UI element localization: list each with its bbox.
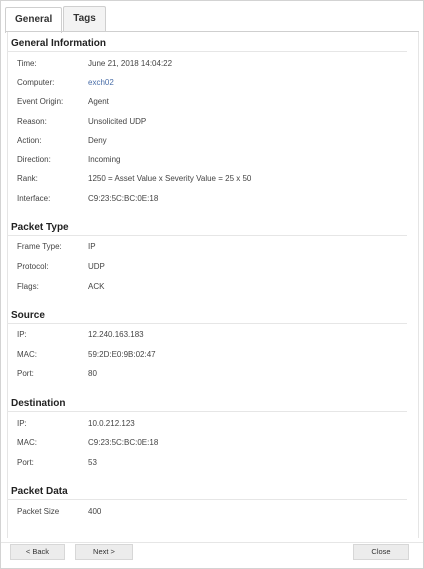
section-title-general-information: General Information: [11, 38, 107, 49]
section-title-packet-data: Packet Data: [11, 486, 68, 497]
time-value: June 21, 2018 14:04:22: [88, 59, 173, 68]
source-port-label: Port:: [17, 369, 34, 378]
source-mac-value: 59:2D:E0:9B:02:47: [88, 350, 156, 359]
destination-port-label: Port:: [17, 458, 34, 467]
section-divider: [7, 235, 407, 236]
destination-port-value: 53: [88, 458, 97, 467]
interface-value: C9:23:5C:BC:0E:18: [88, 194, 159, 203]
event-origin-value: Agent: [88, 97, 109, 106]
section-title-source: Source: [11, 310, 45, 321]
tab-bar: [5, 6, 107, 31]
computer-label: Computer:: [17, 78, 55, 87]
rank-value: 1250 = Asset Value x Severity Value = 25 x 50: [88, 174, 252, 183]
packet-size-value: 400: [88, 507, 102, 516]
source-mac-label: MAC:: [17, 350, 37, 359]
footer-divider: [1, 542, 423, 543]
direction-label: Direction:: [17, 155, 51, 164]
frame-type-value: IP: [88, 242, 96, 251]
section-divider: [7, 51, 407, 52]
next-button[interactable]: Next >: [75, 544, 133, 560]
source-ip-value: 12.240.163.183: [88, 330, 144, 339]
rank-label: Rank:: [17, 174, 38, 183]
reason-value: Unsolicited UDP: [88, 117, 147, 126]
packet-size-label: Packet Size: [17, 507, 60, 516]
section-divider: [7, 411, 407, 412]
close-button[interactable]: Close: [353, 544, 409, 560]
action-value: Deny: [88, 136, 107, 145]
reason-label: Reason:: [17, 117, 47, 126]
time-label: Time:: [17, 59, 37, 68]
protocol-value: UDP: [88, 262, 105, 271]
tab-tags[interactable]: Tags: [63, 6, 106, 31]
back-button[interactable]: < Back: [10, 544, 65, 560]
destination-mac-value: C9:23:5C:BC:0E:18: [88, 438, 159, 447]
flags-label: Flags:: [17, 282, 39, 291]
protocol-label: Protocol:: [17, 262, 49, 271]
source-ip-label: IP:: [17, 330, 27, 339]
section-title-destination: Destination: [11, 398, 66, 409]
destination-mac-label: MAC:: [17, 438, 37, 447]
tab-general[interactable]: General: [5, 7, 62, 33]
flags-value: ACK: [88, 282, 105, 291]
section-divider: [7, 323, 407, 324]
interface-label: Interface:: [17, 194, 51, 203]
section-divider: [7, 499, 407, 500]
section-title-packet-type: Packet Type: [11, 222, 69, 233]
frame-type-label: Frame Type:: [17, 242, 62, 251]
computer-link[interactable]: exch02: [88, 78, 114, 87]
event-origin-label: Event Origin:: [17, 97, 64, 106]
general-panel: [7, 32, 419, 538]
action-label: Action:: [17, 136, 42, 145]
direction-value: Incoming: [88, 155, 121, 164]
destination-ip-value: 10.0.212.123: [88, 419, 135, 428]
destination-ip-label: IP:: [17, 419, 27, 428]
source-port-value: 80: [88, 369, 97, 378]
